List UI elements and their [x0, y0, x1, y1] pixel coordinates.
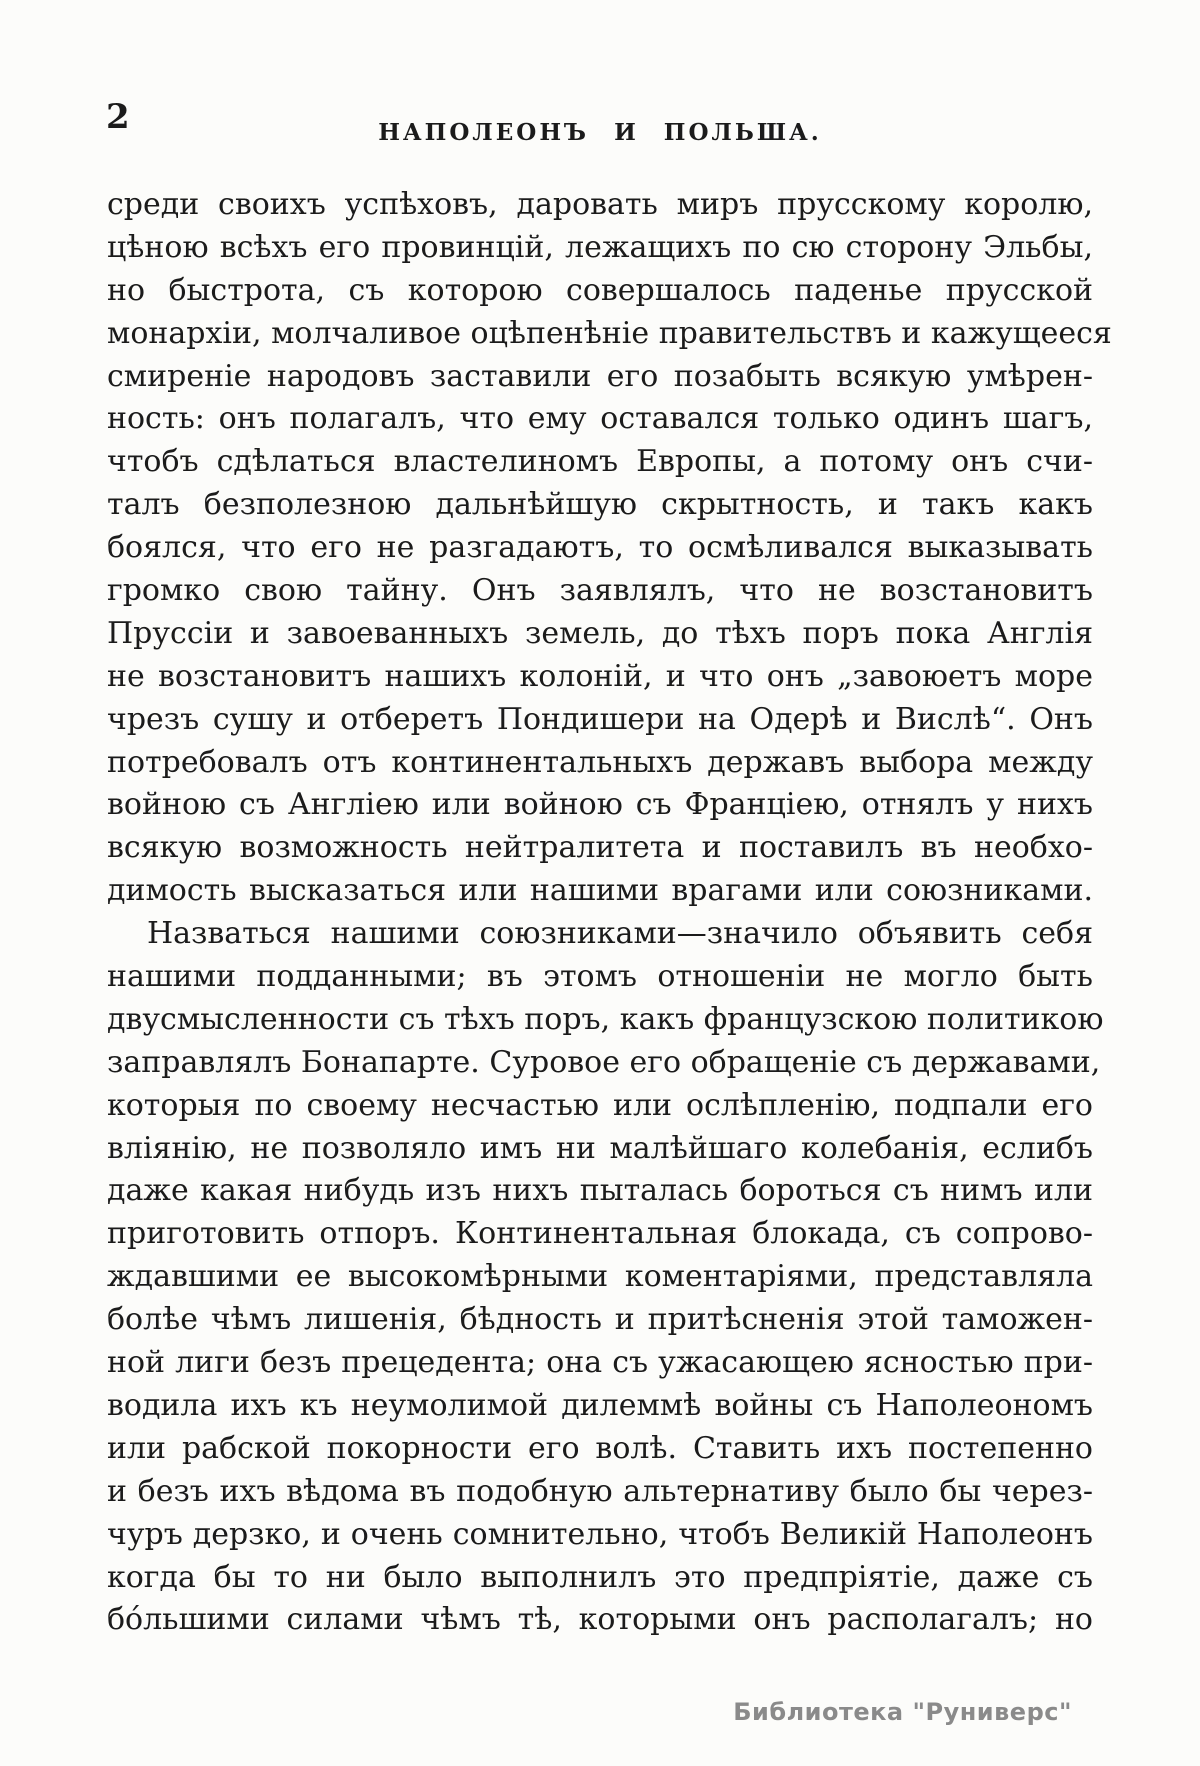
- text-line: войною съ Англіею или войною съ Франціею, отнялъ у нихъ: [107, 787, 1093, 823]
- text-line: заправлялъ Бонапарте. Суровое его обращеніе съ державами,: [107, 1044, 1101, 1080]
- text-line: не возстановитъ нашихъ колоній, и что онъ „завоюетъ море: [107, 658, 1093, 694]
- text-line: чтобъ сдѣлаться властелиномъ Европы, а потому онъ счи-: [107, 444, 1093, 480]
- text-line: но быстрота, съ которою совершалось паденье прусской: [107, 272, 1093, 308]
- watermark-text: Библиотека "Руниверс": [733, 1698, 1072, 1726]
- text-line: бо́льшими силами чѣмъ тѣ, которыми онъ располагалъ; но: [107, 1602, 1093, 1638]
- page-body: [107, 184, 1112, 1642]
- text-line: громко свою тайну. Онъ заявлялъ, что не возстановитъ: [107, 573, 1093, 609]
- text-line: водила ихъ къ неумолимой дилеммѣ войны съ Наполеономъ: [107, 1387, 1093, 1423]
- text-line: талъ безполезною дальнѣйшую скрытность, и такъ какъ: [107, 487, 1093, 523]
- text-line: болѣе чѣмъ лишенія, бѣдность и притѣсненія этой таможен-: [107, 1302, 1093, 1338]
- text-line: двусмысленности съ тѣхъ поръ, какъ французскою политикою: [107, 1001, 1104, 1037]
- text-line: ность: онъ полагалъ, что ему оставался только одинъ шагъ,: [107, 401, 1093, 437]
- text-line: и безъ ихъ вѣдома въ подобную альтернативу было бы через-: [107, 1473, 1093, 1509]
- text-line: ной лиги безъ прецедента; она съ ужасающею ясностью при-: [107, 1345, 1093, 1381]
- paragraph: [107, 913, 1104, 1642]
- text-line: вліянію, не позволяло имъ ни малѣйшаго колебанія, еслибъ: [107, 1130, 1093, 1166]
- text-line: ждавшими ее высокомѣрными коментаріями, представляла: [107, 1259, 1093, 1295]
- text-line: боялся, что его не разгадаютъ, то осмѣливался выказывать: [107, 530, 1093, 566]
- page-number: 2: [106, 97, 130, 137]
- text-line: монархіи, молчаливое оцѣпенѣніе правительствъ и кажущееся: [107, 315, 1112, 351]
- running-title: НАПОЛЕОНЪ И ПОЛЬША.: [378, 119, 822, 146]
- text-line: Назваться нашими союзниками—значило объявить себя: [147, 916, 1093, 952]
- text-line: чуръ дерзко, и очень сомнительно, чтобъ Великій Наполеонъ: [107, 1516, 1093, 1552]
- text-line: цѣною всѣхъ его провинцій, лежащихъ по сю сторону Эльбы,: [107, 229, 1093, 265]
- text-line: Пруссіи и завоеванныхъ земель, до тѣхъ поръ пока Англія: [107, 615, 1093, 651]
- text-line: димость высказаться или нашими врагами или союзниками.: [107, 873, 1093, 909]
- text-line: смиреніе народовъ заставили его позабыть всякую умѣрен-: [107, 358, 1093, 394]
- text-line: даже какая нибудь изъ нихъ пыталась бороться съ нимъ или: [107, 1173, 1093, 1209]
- paragraph: [107, 184, 1112, 913]
- text-line: всякую возможность нейтралитета и поставилъ въ необхо-: [107, 830, 1093, 866]
- text-line: потребовалъ отъ континентальныхъ державъ выбора между: [107, 744, 1093, 780]
- text-line: приготовить отпоръ. Континентальная блокада, съ сопрово-: [107, 1216, 1093, 1252]
- text-line: нашими подданными; въ этомъ отношеніи не могло быть: [107, 959, 1093, 995]
- text-line: когда бы то ни было выполнилъ это предпріятіе, даже съ: [107, 1559, 1093, 1595]
- text-line: или рабской покорности его волѣ. Ставить ихъ постепенно: [107, 1430, 1093, 1466]
- text-line: среди своихъ успѣховъ, даровать миръ прусскому королю,: [107, 187, 1093, 222]
- text-line: чрезъ сушу и отберетъ Пондишери на Одерѣ и Вислѣ“. Онъ: [107, 701, 1093, 737]
- text-line: которыя по своему несчастью или ослѣпленію, подпали его: [107, 1087, 1093, 1123]
